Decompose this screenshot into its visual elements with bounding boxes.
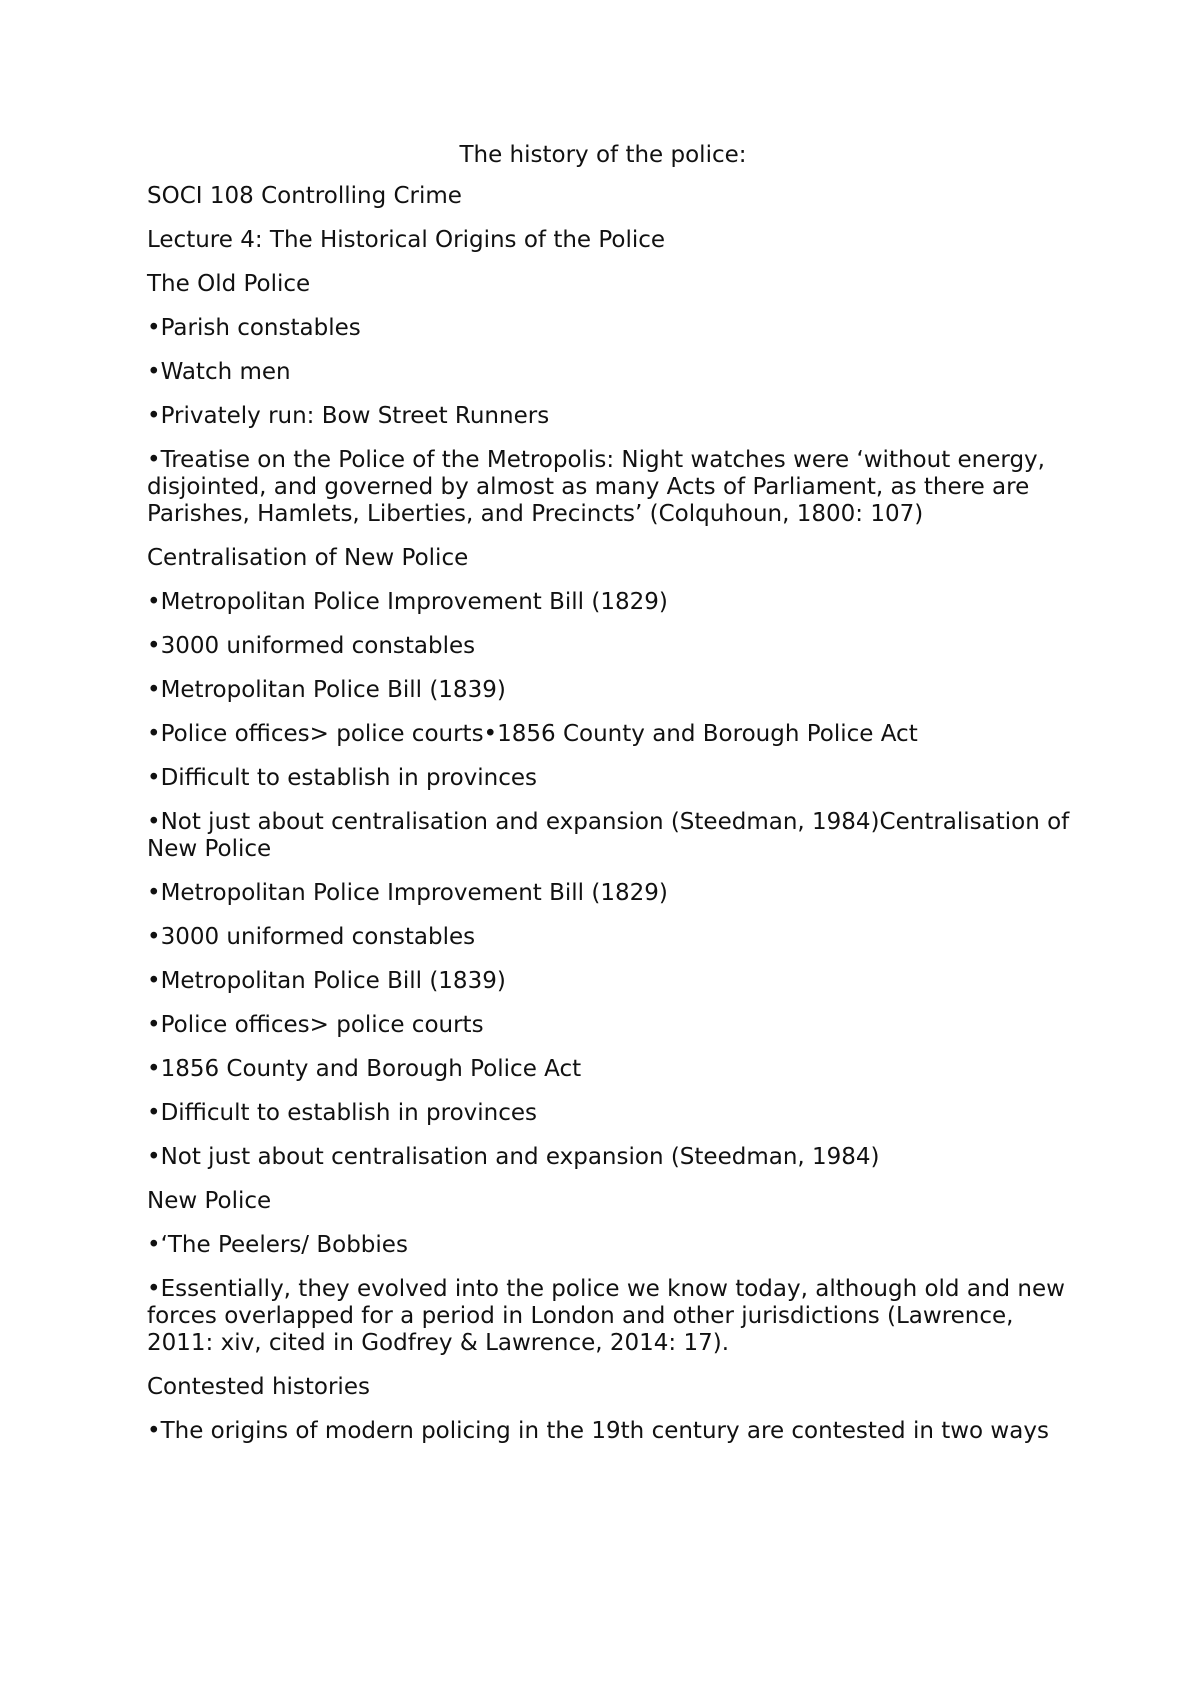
section-heading-contested-histories: Contested histories <box>147 1374 370 1400</box>
lecture-title: Lecture 4: The Historical Origins of the Police <box>147 227 666 253</box>
bullet-item: •Parish constables <box>147 315 361 341</box>
section-heading-old-police: The Old Police <box>147 271 311 297</box>
bullet-item: •Not just about centralisation and expansion (Steedman, 1984)Centralisation of New Police <box>147 809 1070 862</box>
bullet-item: •Metropolitan Police Bill (1839) <box>147 677 506 703</box>
section-heading-centralisation: Centralisation of New Police <box>147 545 469 571</box>
bullet-item: •Essentially, they evolved into the police we know today, although old and new forces overlapped for a period in London and other jurisdictions (Lawrence, 2011: xiv, cited in Godfrey & Lawrence, 2014: 17). <box>147 1276 1065 1356</box>
document-page <box>147 142 1077 1462</box>
bullet-item: •Privately run: Bow Street Runners <box>147 403 550 429</box>
bullet-item: •Police offices> police courts•1856 County and Borough Police Act <box>147 721 918 747</box>
bullet-item: •Treatise on the Police of the Metropolis: Night watches were ‘without energy, disjointed, and governed by almost as many Acts of Parliament, as there are Parishes, Hamlets, Liberties, and Precincts’ (Colquhoun, 1800: 107) <box>147 447 1045 527</box>
bullet-item: •Metropolitan Police Improvement Bill (1829) <box>147 880 668 906</box>
bullet-item: •3000 uniformed constables <box>147 633 476 659</box>
bullet-item: •Police offices> police courts <box>147 1012 484 1038</box>
bullet-item: •Not just about centralisation and expansion (Steedman, 1984) <box>147 1144 880 1170</box>
bullet-item: •Difficult to establish in provinces <box>147 765 538 791</box>
bullet-item: •Metropolitan Police Bill (1839) <box>147 968 506 994</box>
bullet-item: •The origins of modern policing in the 19th century are contested in two ways <box>147 1418 1049 1444</box>
bullet-item: •1856 County and Borough Police Act <box>147 1056 582 1082</box>
section-heading-new-police: New Police <box>147 1188 272 1214</box>
bullet-item: •Watch men <box>147 359 291 385</box>
course-code: SOCI 108 Controlling Crime <box>147 183 462 209</box>
bullet-item: •Difficult to establish in provinces <box>147 1100 538 1126</box>
document-title: The history of the police: <box>459 142 747 168</box>
bullet-item: •3000 uniformed constables <box>147 924 476 950</box>
bullet-item: •‘The Peelers/ Bobbies <box>147 1232 408 1258</box>
bullet-item: •Metropolitan Police Improvement Bill (1829) <box>147 589 668 615</box>
